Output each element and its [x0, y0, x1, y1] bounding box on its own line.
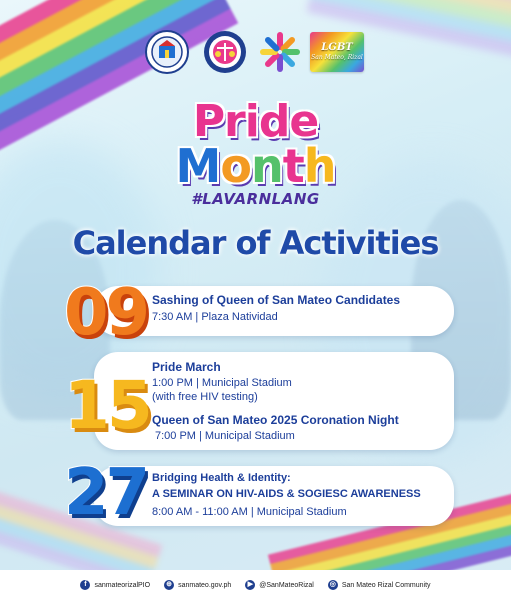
event-day-number: 09	[64, 276, 148, 350]
event-title: Bridging Health & Identity:	[152, 472, 291, 484]
event-title: Sashing of Queen of San Mateo Candidates	[152, 293, 401, 307]
event-time-location: 1:00 PM | Municipal Stadium	[152, 377, 292, 389]
website-link[interactable]	[164, 580, 231, 590]
event-note: (with free HIV testing)	[152, 391, 258, 403]
logo-row	[0, 30, 511, 78]
event-day-number: 15	[64, 367, 150, 444]
footer-social-bar	[0, 570, 511, 600]
event-time-location: 8:00 AM - 11:00 AM | Municipal Stadium	[152, 506, 347, 518]
event-time-location: 7:00 PM | Municipal Stadium	[155, 430, 295, 442]
municipal-seal-icon	[145, 30, 189, 74]
lgbt-san-mateo-logo	[310, 32, 364, 72]
title-month: Month	[175, 139, 336, 193]
facebook-icon: f	[80, 580, 90, 590]
lgbt-logo-text: LGBT	[321, 42, 353, 53]
title-block	[0, 96, 511, 208]
event-title: Pride March	[152, 360, 221, 374]
community-name: San Mateo Rizal Community	[341, 581, 431, 589]
hashtag: #LAVARNLANG	[191, 190, 320, 208]
youtube-handle: @SanMateoRizal	[259, 581, 314, 589]
event-day-number: 27	[64, 456, 148, 530]
colorful-star-icon	[258, 30, 302, 74]
website-url: sanmateo.gov.ph	[178, 581, 232, 589]
youtube-icon: ▶	[245, 580, 255, 590]
facebook-link[interactable]	[80, 580, 150, 590]
youtube-link[interactable]	[245, 580, 314, 590]
community-icon: ◎	[329, 581, 336, 588]
event-time-location: 7:30 AM | Plaza Natividad	[152, 311, 278, 323]
title-pride: Pride	[192, 96, 319, 147]
lgbt-logo-subtext: San Mateo, Rizal	[311, 54, 363, 61]
event-subtitle: A SEMINAR ON HIV-AIDS & SOGIESC AWARENESS	[152, 488, 421, 500]
web-icon: ⊕	[164, 580, 174, 590]
event-title: Queen of San Mateo 2025 Coronation Night	[152, 413, 399, 427]
calendar-heading: Calendar of Activities	[72, 224, 439, 262]
facebook-handle: sanmateorizalPIO	[94, 581, 151, 589]
gender-development-office-seal-icon	[203, 30, 247, 74]
community-link[interactable]	[328, 580, 431, 590]
